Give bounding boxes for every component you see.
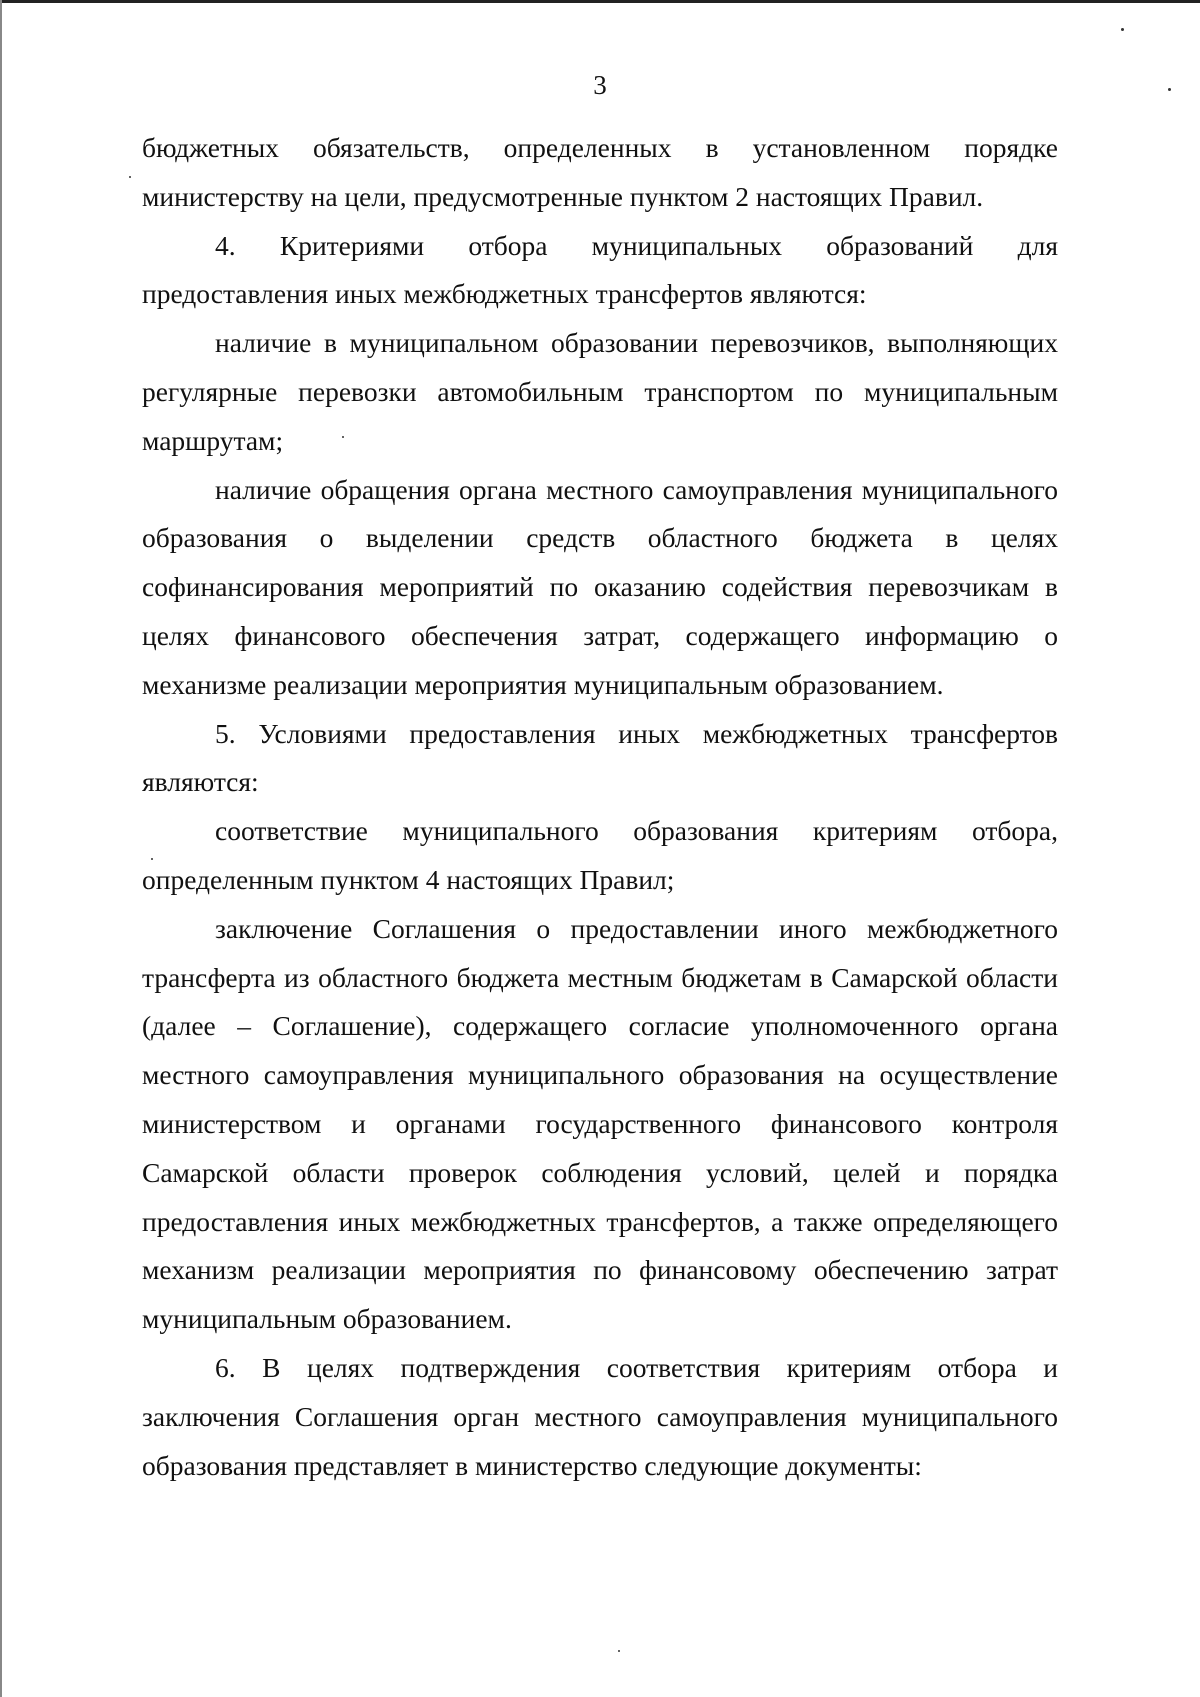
document-body <box>142 124 1058 1490</box>
paragraph-item-4: 4. Критериями отбора муниципальных образований для предоставления иных межбюджетных трансфертов являются: <box>142 229 1058 310</box>
scan-speck <box>1168 88 1171 91</box>
paragraph-condition-compliance: соответствие муниципального образования критериям отбора, определенным пунктом 4 настоящих Правил; <box>142 815 1058 895</box>
scan-top-edge <box>0 0 1200 3</box>
page-number: 3 <box>593 70 607 100</box>
paragraph-criterion-appeal: наличие обращения органа местного самоуправления муниципального образования о выделении средств областного бюджета в целях софинансирования мероприятий по оказанию содействия перевозчикам в целях финансового обеспечения затрат, содержащего информацию о механизме реализации мероприятия муниципальным образованием. <box>142 473 1058 700</box>
scan-speck <box>342 436 344 438</box>
scan-speck <box>618 1650 620 1652</box>
paragraph-continuation: бюджетных обязательств, определенных в установленном порядке министерству на цели, предусмотренные пунктом 2 настоящих Правил. <box>142 132 1058 212</box>
paragraph-criterion-carriers: наличие в муниципальном образовании перевозчиков, выполняющих регулярные перевозки автомобильным транспортом по муниципальным маршрутам; <box>142 327 1058 456</box>
paragraph-condition-agreement: заключение Соглашения о предоставлении иного межбюджетного трансферта из областного бюджета местным бюджетам в Самарской области (далее – Соглашение), содержащего согласие уполномоченного органа местного самоуправления муниципального образования на осуществление министерством и органами государственного финансового контроля Самарской области проверок соблюдения условий, целей и порядка предоставления иных межбюджетных трансфертов, а также определяющего механизм реализации мероприятия по финансовому обеспечению затрат муниципальным образованием. <box>142 912 1058 1335</box>
paragraph-item-6: 6. В целях подтверждения соответствия критериям отбора и заключения Соглашения орган местного самоуправления муниципального образования представляет в министерство следующие документы: <box>142 1351 1058 1481</box>
scan-left-edge <box>0 0 2 1697</box>
scan-speck <box>1121 28 1124 31</box>
scan-speck <box>129 176 131 178</box>
paragraph-item-5: 5. Условиями предоставления иных межбюджетных трансфертов являются: <box>142 717 1058 798</box>
scan-speck <box>151 858 153 860</box>
